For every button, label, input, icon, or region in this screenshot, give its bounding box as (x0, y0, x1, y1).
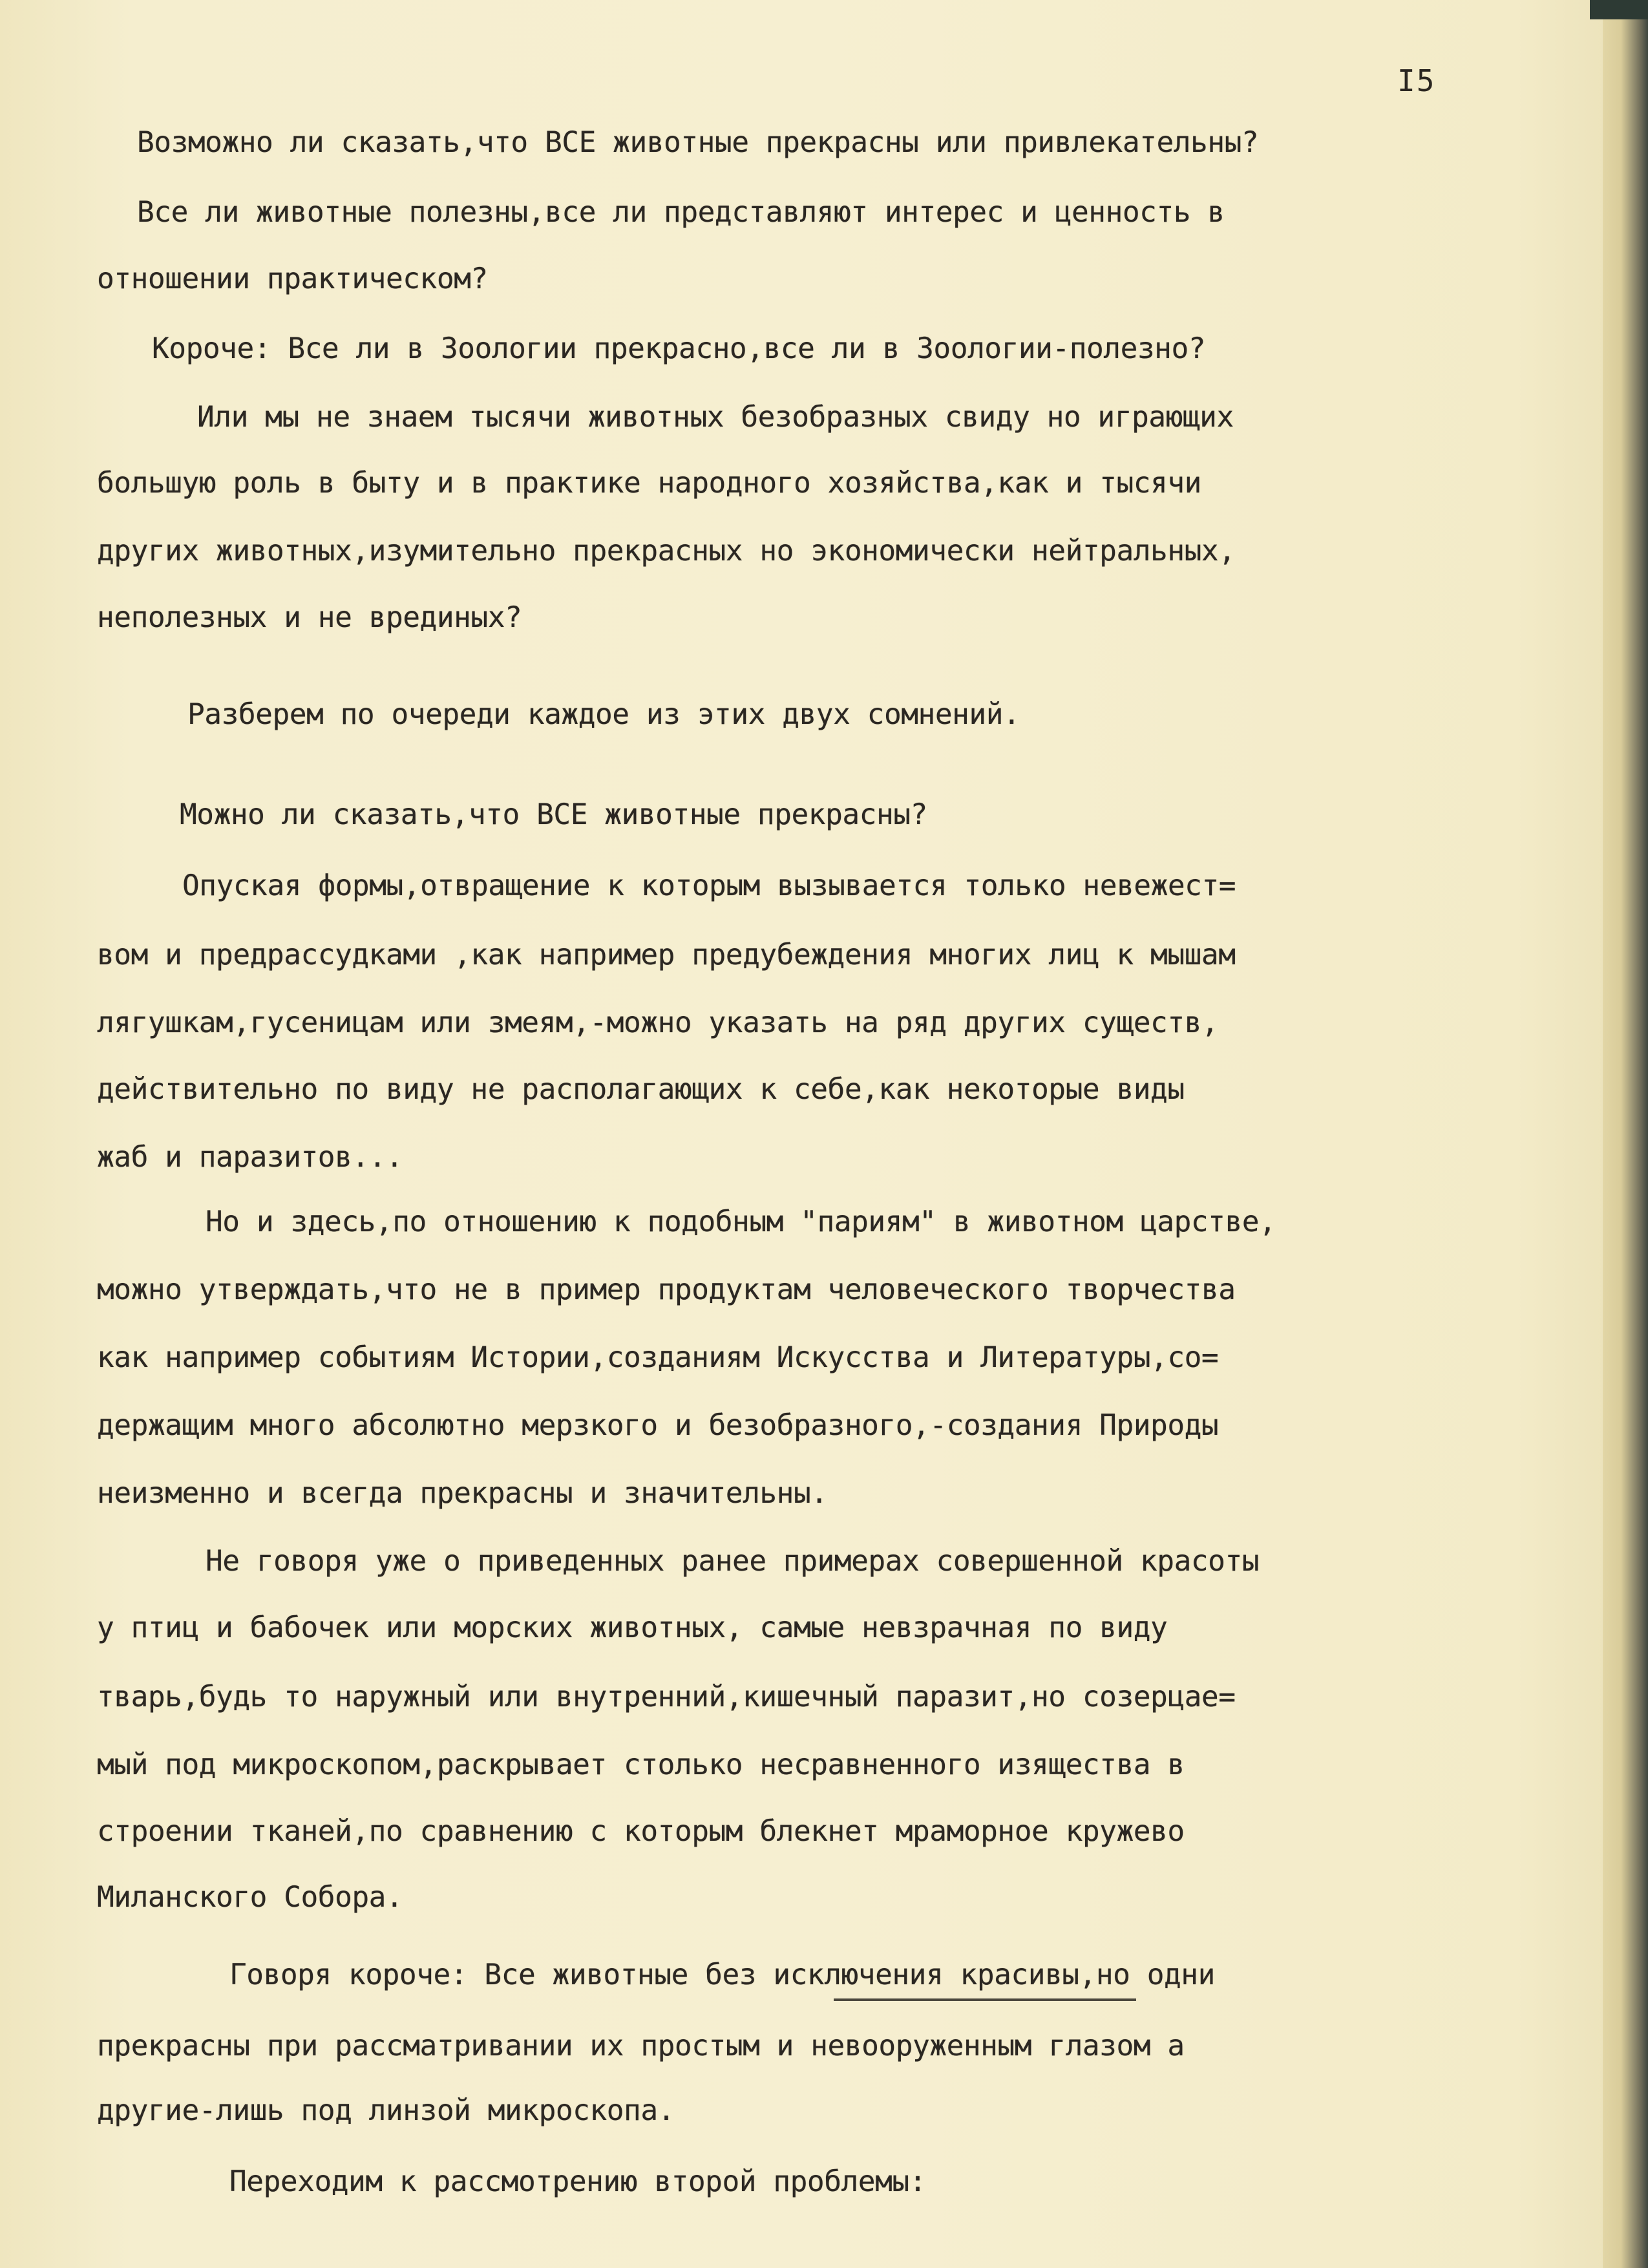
text-line: Миланского Собора. (97, 1881, 403, 1914)
text-line: как например событиям Истории,созданиям Искусства и Литературы,со= (97, 1341, 1219, 1374)
text-line: прекрасны при рассматривании их простым и невооруженным глазом а (97, 2030, 1185, 2062)
page-edge-shadow (1603, 0, 1648, 2268)
text-line: неполезных и не врединых? (97, 601, 522, 634)
text-line: Или мы не знаем тысячи животных безобразных свиду но играющих (197, 401, 1234, 434)
text-line: Не говоря уже о приведенных ранее примерах совершенной красоты (206, 1545, 1260, 1578)
text-line: тварь,будь то наружный или внутренний,кишечный паразит,но созерцае= (97, 1680, 1236, 1713)
text-line: жаб и паразитов... (97, 1141, 403, 1174)
text-line: Но и здесь,по отношению к подобным "париям" в животном царстве, (206, 1205, 1276, 1238)
text-line: мый под микроскопом,раскрывает столько несравненного изящества в (97, 1748, 1185, 1781)
text-line: неизменно и всегда прекрасны и значительны. (97, 1477, 828, 1510)
text-line: вом и предрассудками ,как например предубеждения многих лиц к мышам (97, 938, 1236, 971)
text-line: лягушкам,гусеницам или змеям,-можно указать на ряд других существ, (97, 1006, 1219, 1039)
text-line: у птиц и бабочек или морских животных, самые невзрачная по виду (97, 1611, 1168, 1644)
text-line: Все ли животные полезны,все ли представляют интерес и ценность в (137, 196, 1225, 229)
page-number: I5 (1397, 63, 1436, 98)
text-line: можно утверждать,что не в пример продуктам человеческого творчества (97, 1273, 1236, 1306)
text-line: Опуская формы,отвращение к которым вызывается только невежест= (182, 869, 1236, 902)
background-corner (1590, 0, 1648, 19)
text-line: Переходим к рассмотрению второй проблемы: (229, 2165, 926, 2198)
emphasis-underline (834, 1998, 1136, 2001)
text-line: Возможно ли сказать,что ВСЕ животные прекрасны или привлекательны? (137, 126, 1259, 159)
text-line: отношении практическом? (97, 262, 488, 295)
text-line: строении тканей,по сравнению с которым блекнет мраморное кружево (97, 1815, 1185, 1848)
text-line: держащим много абсолютно мерзкого и безобразного,-создания Природы (97, 1409, 1219, 1442)
text-line: большую роль в быту и в практике народного хозяйства,как и тысячи (97, 467, 1201, 500)
text-line: Короче: Все ли в Зоологии прекрасно,все ли в Зоологии-полезно? (152, 332, 1206, 365)
text-line: Разберем по очереди каждое из этих двух сомнений. (187, 698, 1020, 731)
text-line: Можно ли сказать,что ВСЕ животные прекрасны? (180, 798, 927, 831)
text-line: других животных,изумительно прекрасных но экономически нейтральных, (97, 535, 1236, 567)
text-line: действительно по виду не располагающих к себе,как некоторые виды (97, 1073, 1185, 1106)
text-line: Говоря короче: Все животные без исключения красивы,но одни (229, 1958, 1215, 1991)
text-line: другие-лишь под линзой микроскопа. (97, 2094, 675, 2127)
